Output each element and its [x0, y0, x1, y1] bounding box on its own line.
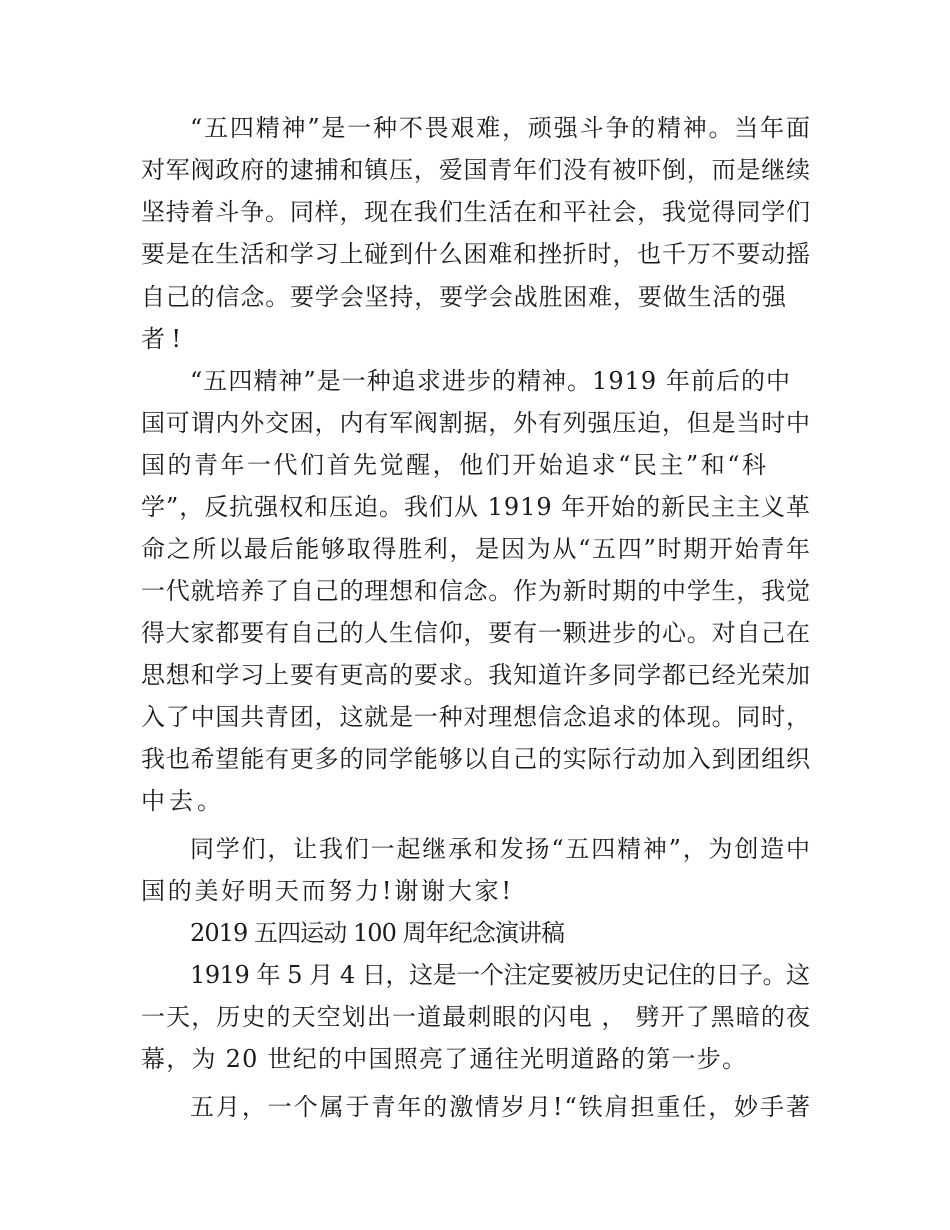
text-line: 中去。: [141, 787, 225, 815]
text-line: 同学们，让我们一起继承和发扬“五四精神”，为创造中: [190, 835, 812, 863]
text-line: 一代就培养了自己的理想和信念。作为新时期的中学生，我觉: [141, 577, 811, 605]
text-line: 五月，一个属于青年的激情岁月!“铁肩担重任，妙手著: [190, 1093, 812, 1121]
text-line: 坚持着斗争。同样，现在我们生活在和平社会，我觉得同学们: [141, 198, 811, 226]
text-line: 入了中国共青团，这就是一种对理想信念追求的体现。同时，: [141, 703, 811, 731]
text-line: 学”，反抗强权和压迫。我们从 1919 年开始的新民主主义革: [141, 493, 811, 521]
text-line: 幕，为 20 世纪的中国照亮了通往光明道路的第一步。: [141, 1045, 748, 1073]
text-line: “五四精神”是一种追求进步的精神。1919 年前后的中: [190, 367, 792, 395]
text-line: 一天，历史的天空划出一道最刺眼的闪电 ， 劈开了黑暗的夜: [141, 1003, 812, 1031]
text-line: 自己的信念。要学会坚持，要学会战胜困难，要做生活的强: [141, 283, 787, 311]
text-line: 命之所以最后能够取得胜利，是因为从“五四”时期开始青年: [141, 535, 812, 563]
text-line: 思想和学习上要有更高的要求。我知道许多同学都已经光荣加: [141, 661, 811, 689]
text-line: 国的青年一代们首先觉醒，他们开始追求“民主”和“科: [141, 451, 769, 479]
text-line: 我也希望能有更多的同学能够以自己的实际行动加入到团组织: [141, 745, 811, 773]
text-line: 者!: [141, 325, 188, 353]
text-line: “五四精神”是一种不畏艰难，顽强斗争的精神。当年面: [190, 114, 812, 142]
text-line: 对军阀政府的逮捕和镇压，爱国青年们没有被吓倒，而是继续: [141, 156, 811, 184]
text-line: 得大家都要有自己的人生信仰，要有一颗进步的心。对自己在: [141, 619, 811, 647]
text-line: 国可谓内外交困，内有军阀割据，外有列强压迫，但是当时中: [141, 409, 811, 437]
text-line: 2019 五四运动 100 周年纪念演讲稿: [190, 919, 565, 947]
text-line: 国的美好明天而努力!谢谢大家!: [141, 877, 514, 905]
text-line: 要是在生活和学习上碰到什么困难和挫折时，也千万不要动摇: [141, 240, 811, 268]
text-line: 1919 年 5 月 4 日，这是一个注定要被历史记住的日子。这: [190, 961, 810, 989]
